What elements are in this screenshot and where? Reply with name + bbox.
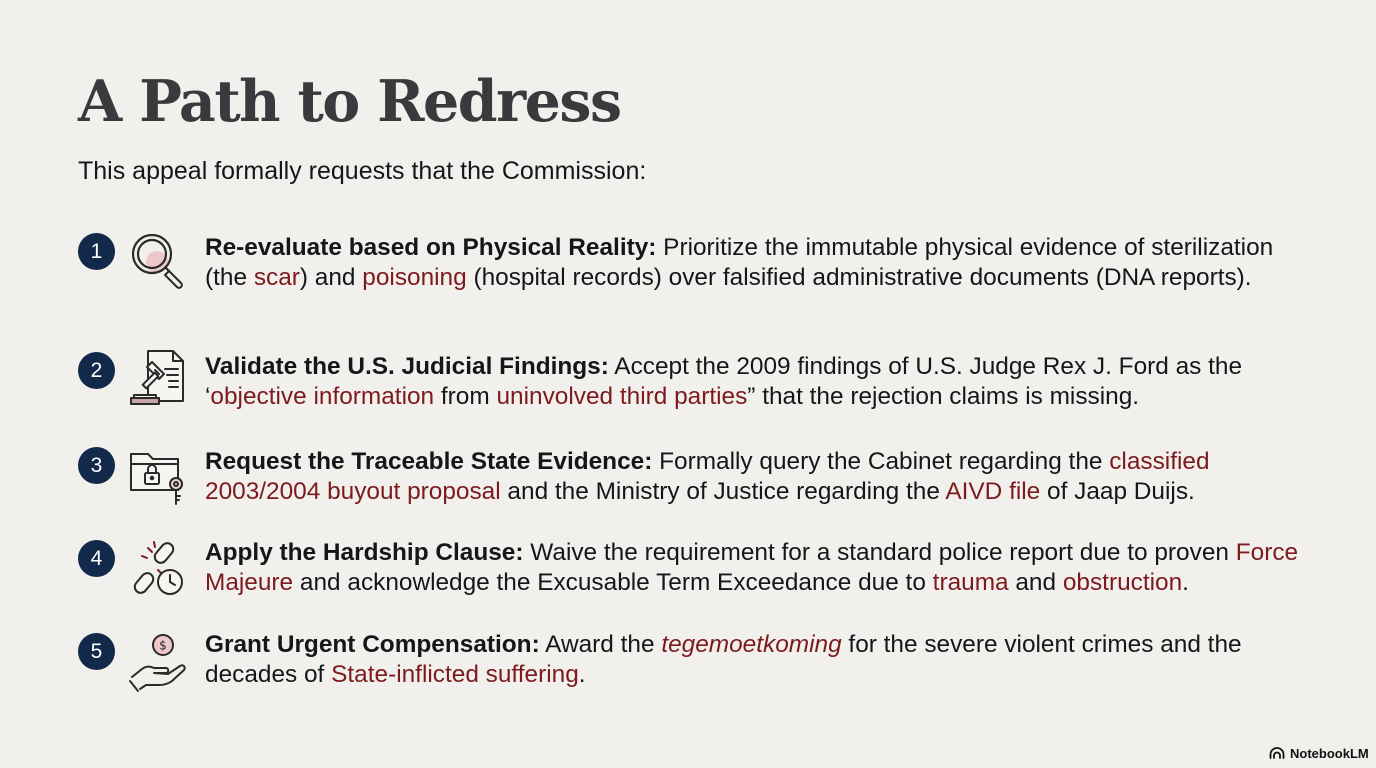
item-text xyxy=(205,447,1315,507)
item-heading: Re-evaluate based on Physical Reality: xyxy=(205,234,657,261)
item-body-text: from xyxy=(434,383,497,410)
highlighted-phrase: trauma xyxy=(932,569,1009,596)
highlighted-phrase: classified 2003/2004 buyout proposal xyxy=(205,448,1210,505)
item-body-text: Waive the requirement for a standard police report due to proven xyxy=(523,539,1236,566)
item-body-text: for the severe violent crimes and the decades of xyxy=(205,631,1242,688)
number-badge: 2 xyxy=(78,352,115,389)
item-text xyxy=(205,538,1315,598)
number-badge: 5 xyxy=(78,633,115,670)
svg-text:$: $ xyxy=(159,638,167,653)
number-badge: 3 xyxy=(78,447,115,484)
item-heading: Apply the Hardship Clause: xyxy=(205,539,524,566)
item-body-text: (hospital records) over falsified administrative documents (DNA reports). xyxy=(466,264,1252,291)
magnifying-glass-icon xyxy=(128,230,188,290)
highlighted-phrase: tegemoetkoming xyxy=(661,631,842,658)
item-body-text: Formally query the Cabinet regarding the xyxy=(652,448,1110,475)
highlighted-phrase: uninvolved third parties xyxy=(496,383,748,410)
notebooklm-logo-icon xyxy=(1269,747,1285,759)
number-badge: 1 xyxy=(78,233,115,270)
item-body-text: Prioritize the immutable physical evidence of sterilization (the xyxy=(205,234,1274,291)
item-heading: Request the Traceable State Evidence: xyxy=(205,448,653,475)
highlighted-phrase: State-inflicted suffering xyxy=(331,661,579,688)
item-text xyxy=(205,630,1315,690)
item-heading: Grant Urgent Compensation: xyxy=(205,631,540,658)
item-heading: Validate the U.S. Judicial Findings: xyxy=(205,353,609,380)
item-body-text: Award the xyxy=(539,631,662,658)
gavel-document-icon xyxy=(128,349,188,409)
item-text xyxy=(205,233,1315,293)
item-body-text: of Jaap Duijs. xyxy=(1040,478,1195,505)
highlighted-phrase: Force Majeure xyxy=(205,539,1299,596)
highlighted-phrase: scar xyxy=(253,264,300,291)
intro-text: This appeal formally requests that the Commission: xyxy=(78,157,647,185)
item-body-text: ) and xyxy=(299,264,363,291)
highlighted-phrase: obstruction xyxy=(1062,569,1183,596)
item-body-text: and the Ministry of Justice regarding the xyxy=(500,478,946,505)
hand-coin-icon xyxy=(128,633,188,693)
highlighted-phrase: poisoning xyxy=(362,264,467,291)
item-text xyxy=(205,352,1315,412)
notebooklm-brand xyxy=(1269,744,1369,762)
locked-folder-key-icon xyxy=(128,446,188,506)
broken-chain-clock-icon xyxy=(128,538,188,598)
item-body-text: Accept the 2009 findings of U.S. Judge Rex J. Ford as the ‘ xyxy=(205,353,1243,410)
highlighted-phrase: objective information xyxy=(210,383,435,410)
page-title: A Path to Redress xyxy=(78,68,621,135)
highlighted-phrase: AIVD file xyxy=(945,478,1041,505)
item-body-text: . xyxy=(1182,569,1189,596)
item-body-text: and acknowledge the Excusable Term Exceedance due to xyxy=(293,569,933,596)
item-body-text: . xyxy=(578,661,586,688)
number-badge: 4 xyxy=(78,540,115,577)
item-body-text: ” that the rejection claims is missing. xyxy=(747,383,1140,410)
brand-label: NotebookLM xyxy=(1290,745,1369,761)
item-body-text: and xyxy=(1008,569,1063,596)
